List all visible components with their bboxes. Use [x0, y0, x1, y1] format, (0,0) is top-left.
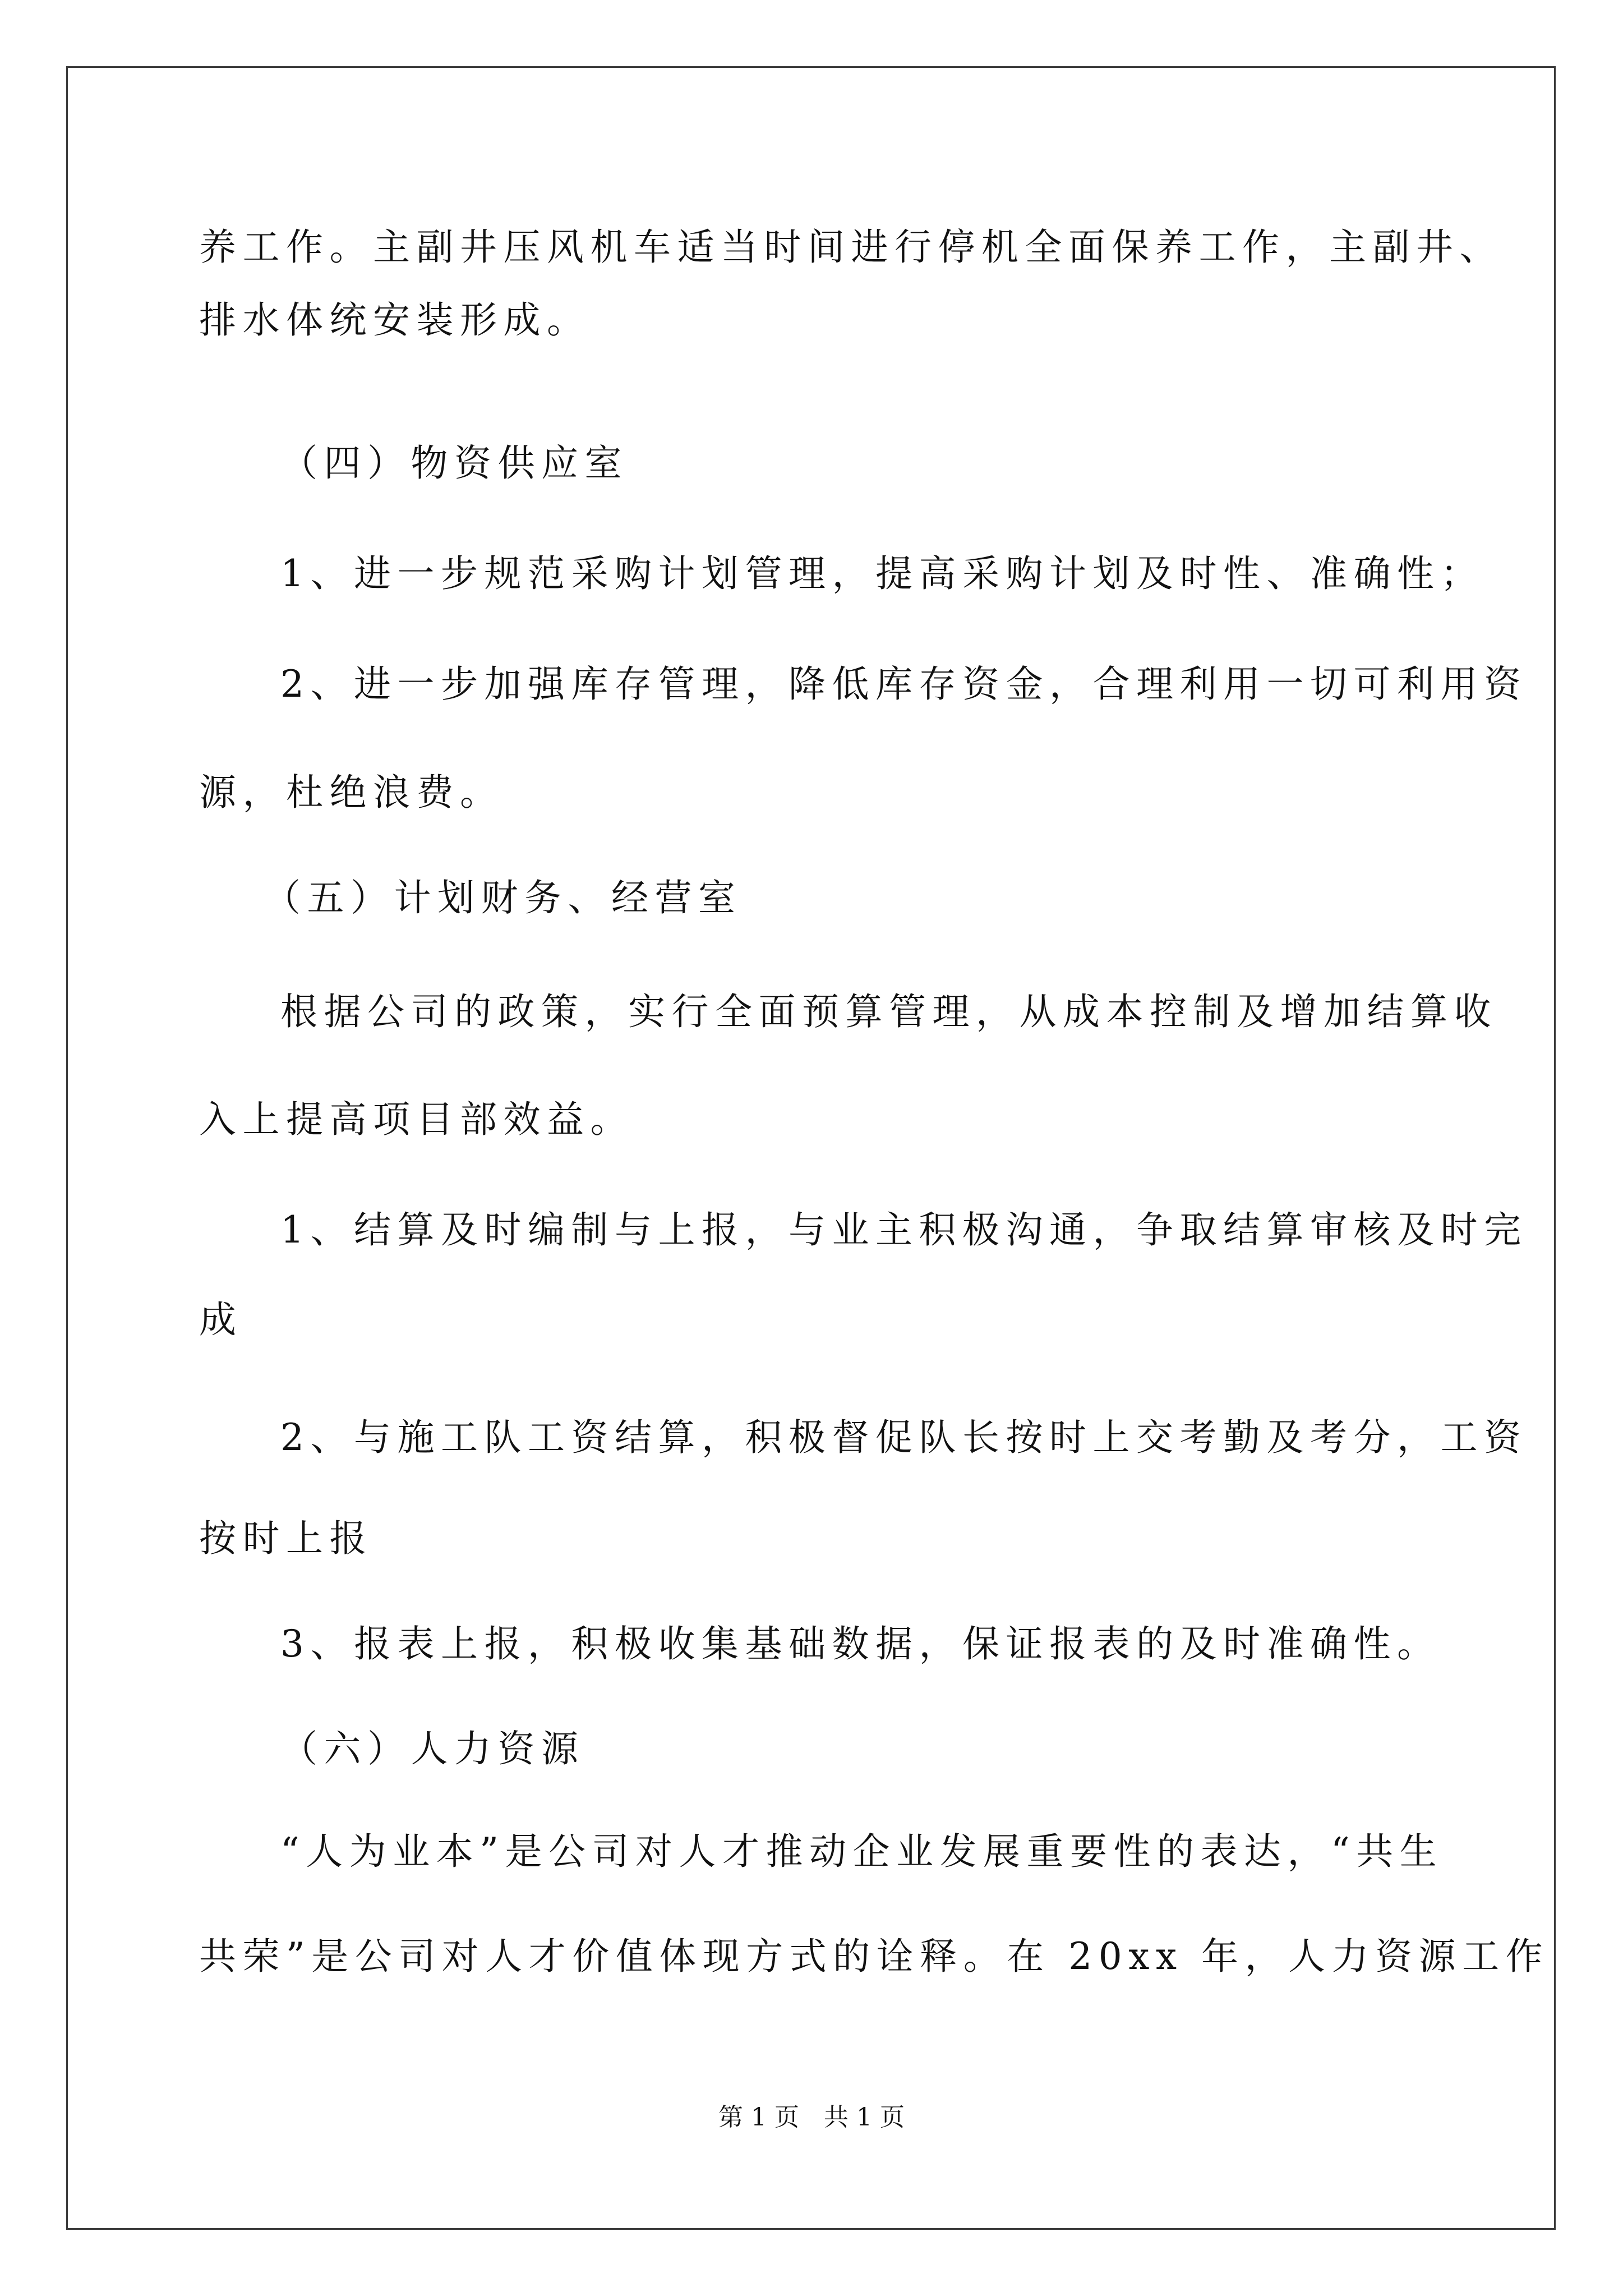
list-item-4-2: 2、进一步加强库存管理，降低库存资金，合理利用一切可利用资: [280, 662, 1528, 706]
page-border: [66, 66, 1556, 2230]
list-item-5-1: 1、结算及时编制与上报，与业主积极沟通，争取结算审核及时完: [280, 1208, 1528, 1251]
section-heading-6: （六）人力资源: [280, 1727, 585, 1770]
list-item-5-2: 2、与施工队工资结算，积极督促队长按时上交考勤及考分，工资: [280, 1416, 1528, 1459]
list-item-5-3: 3、报表上报，积极收集基础数据，保证报表的及时准确性。: [280, 1622, 1441, 1665]
paragraph-5-intro: 根据公司的政策，实行全面预算管理，从成本控制及增加结算收: [280, 990, 1497, 1033]
paragraph-5-intro-continued: 入上提高项目部效益。: [199, 1098, 634, 1141]
list-item-5-1-continued: 成: [199, 1298, 243, 1341]
paragraph-6-continued: 共荣”是公司对人才价值体现方式的诠释。在 20xx 年，人力资源工作: [199, 1935, 1550, 1978]
section-heading-5: （五）计划财务、经营室: [264, 876, 742, 919]
list-item-5-2-continued: 按时上报: [199, 1517, 373, 1560]
paragraph-6: “人为业本”是公司对人才推动企业发展重要性的表达，“共生: [280, 1830, 1444, 1873]
list-item-4-1: 1、进一步规范采购计划管理，提高采购计划及时性、准确性；: [280, 552, 1484, 595]
page-number-footer: 第 1 页 共 1 页: [718, 2103, 905, 2132]
section-heading-4: （四）物资供应室: [280, 441, 628, 485]
text-line-2: 排水体统安装形成。: [199, 298, 591, 342]
text-line-1: 养工作。主副井压风机车适当时间进行停机全面保养工作，主副井、: [199, 226, 1503, 269]
text-line-continued: 源，杜绝浪费。: [199, 771, 504, 814]
